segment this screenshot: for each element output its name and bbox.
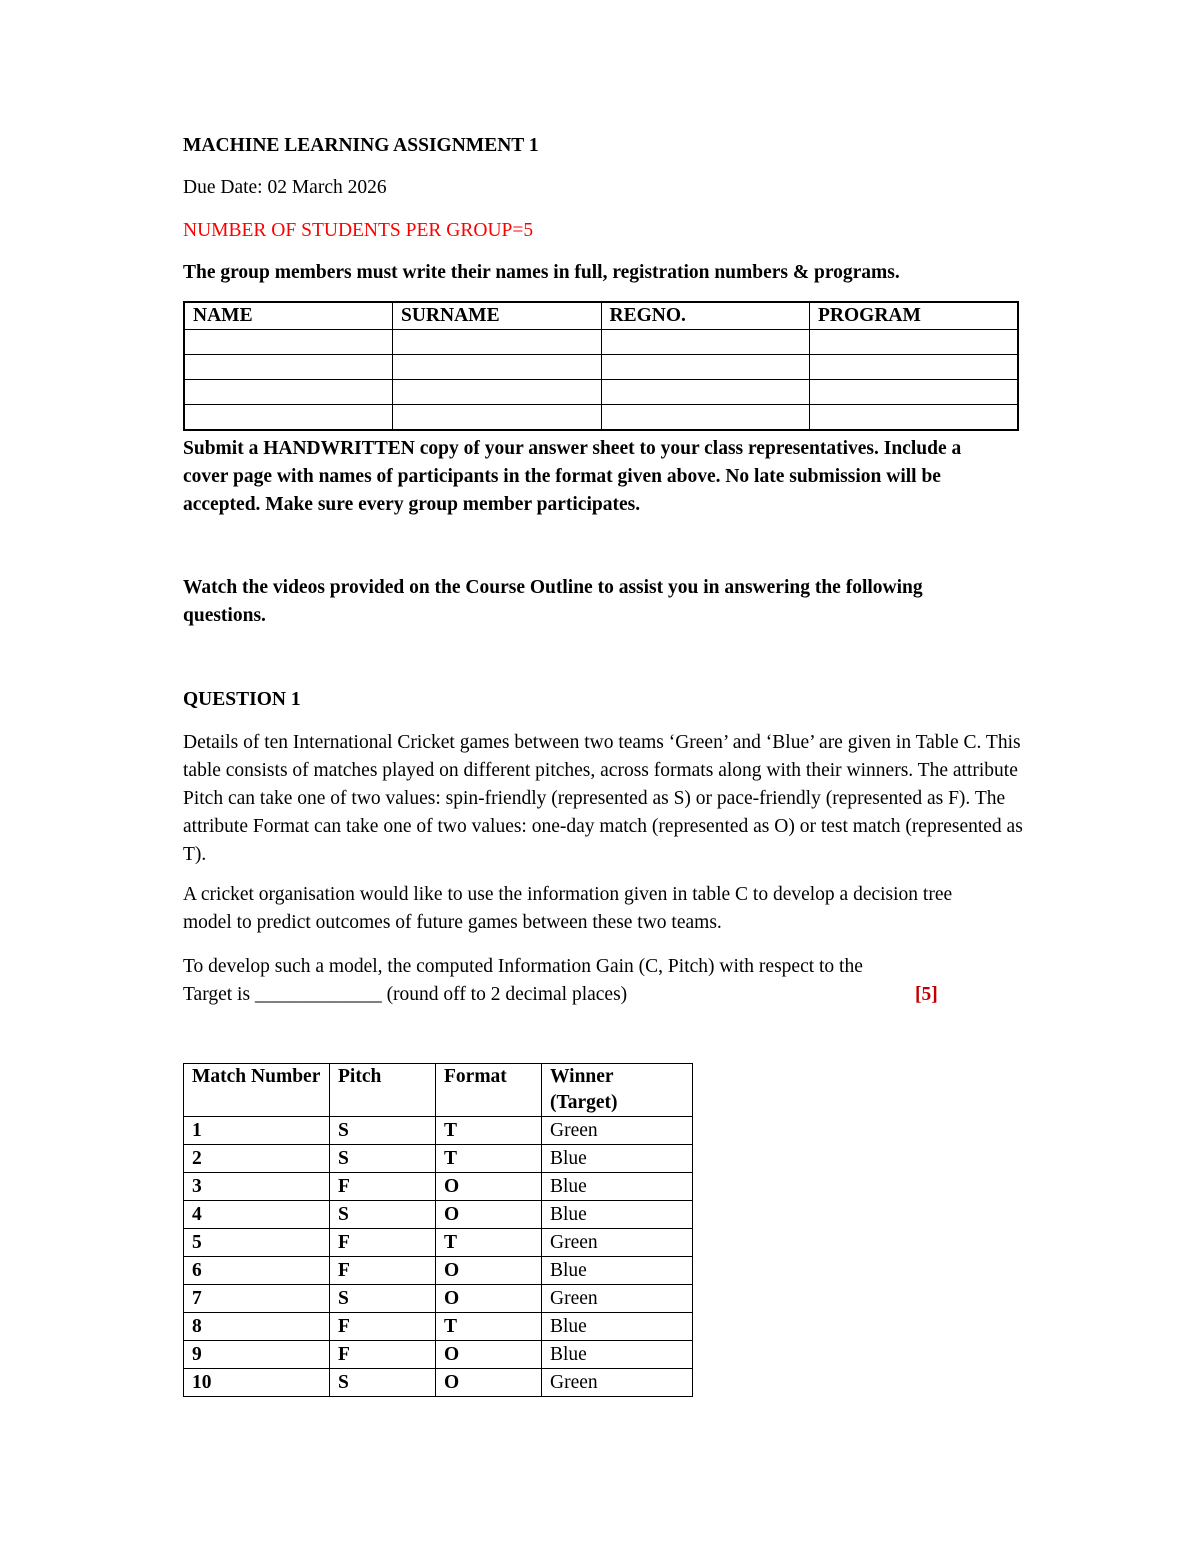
- empty-cell: [810, 405, 1019, 431]
- empty-cell: [601, 330, 810, 355]
- header-format: Format: [436, 1064, 542, 1117]
- members-empty-row: [184, 380, 1018, 405]
- question-paragraph-3-suffix: (round off to 2 decimal places): [381, 984, 628, 1005]
- match-number-cell: 5: [184, 1229, 330, 1257]
- empty-cell: [393, 330, 602, 355]
- empty-cell: [393, 380, 602, 405]
- winner-cell: Blue: [542, 1201, 693, 1229]
- members-instruction: The group members must write their names in full, registration numbers & programs.: [183, 262, 900, 283]
- format-cell: O: [436, 1369, 542, 1397]
- group-size-note: NUMBER OF STUDENTS PER GROUP=5: [183, 220, 534, 241]
- members-table: [183, 301, 1019, 431]
- due-date: Due Date: 02 March 2026: [183, 177, 387, 198]
- empty-cell: [184, 380, 393, 405]
- empty-cell: [810, 355, 1019, 380]
- format-cell: T: [436, 1145, 542, 1173]
- header-surname: SURNAME: [393, 302, 602, 330]
- match-number-cell: 2: [184, 1145, 330, 1173]
- table-row: [184, 1285, 693, 1313]
- empty-cell: [601, 405, 810, 431]
- table-row: [184, 1145, 693, 1173]
- question-paragraph-1: Details of ten International Cricket games between two teams ‘Green’ and ‘Blue’ are given in Table C. This table consists of matches played on different pitches, across formats along with their winners. The attribute Pitch can take one of two values: spin-friendly (represented as S) or pace-friendly (represented as F). The attribute Format can take one of two values: one-day match (represented as O) or test match (represented as T).: [183, 732, 1023, 865]
- format-cell: T: [436, 1313, 542, 1341]
- pitch-cell: F: [330, 1229, 436, 1257]
- table-row: [184, 1313, 693, 1341]
- match-number-cell: 10: [184, 1369, 330, 1397]
- format-cell: O: [436, 1285, 542, 1313]
- match-number-cell: 1: [184, 1117, 330, 1145]
- question-paragraph-3-line1: To develop such a model, the computed Information Gain (C, Pitch) with respect to the: [183, 956, 863, 977]
- empty-cell: [393, 405, 602, 431]
- winner-cell: Blue: [542, 1257, 693, 1285]
- question-paragraph-3-prefix: Target is: [183, 984, 255, 1005]
- header-match-number: Match Number: [184, 1064, 330, 1117]
- question-title: QUESTION 1: [183, 689, 301, 710]
- empty-cell: [184, 405, 393, 431]
- pitch-cell: F: [330, 1341, 436, 1369]
- assignment-title: MACHINE LEARNING ASSIGNMENT 1: [183, 135, 539, 156]
- winner-cell: Green: [542, 1117, 693, 1145]
- header-program: PROGRAM: [810, 302, 1019, 330]
- match-number-cell: 3: [184, 1173, 330, 1201]
- cricket-header-row: [184, 1064, 693, 1117]
- marks-badge: [5]: [915, 984, 938, 1005]
- table-row: [184, 1369, 693, 1397]
- header-regno: REGNO.: [601, 302, 810, 330]
- match-number-cell: 9: [184, 1341, 330, 1369]
- winner-cell: Blue: [542, 1313, 693, 1341]
- header-winner: Winner (Target): [542, 1064, 693, 1117]
- format-cell: T: [436, 1117, 542, 1145]
- members-empty-row: [184, 405, 1018, 431]
- format-cell: O: [436, 1257, 542, 1285]
- table-row: [184, 1229, 693, 1257]
- pitch-cell: S: [330, 1285, 436, 1313]
- header-pitch: Pitch: [330, 1064, 436, 1117]
- members-empty-row: [184, 330, 1018, 355]
- header-name: NAME: [184, 302, 393, 330]
- empty-cell: [810, 330, 1019, 355]
- cricket-table: [183, 1063, 693, 1397]
- match-number-cell: 8: [184, 1313, 330, 1341]
- pitch-cell: S: [330, 1145, 436, 1173]
- table-row: [184, 1257, 693, 1285]
- table-row: [184, 1341, 693, 1369]
- pitch-cell: F: [330, 1313, 436, 1341]
- question-paragraph-3: [183, 953, 983, 1009]
- empty-cell: [184, 330, 393, 355]
- pitch-cell: S: [330, 1117, 436, 1145]
- winner-cell: Green: [542, 1369, 693, 1397]
- match-number-cell: 4: [184, 1201, 330, 1229]
- winner-cell: Blue: [542, 1145, 693, 1173]
- videos-note: Watch the videos provided on the Course Outline to assist you in answering the following questions.: [183, 577, 923, 626]
- format-cell: T: [436, 1229, 542, 1257]
- winner-cell: Blue: [542, 1341, 693, 1369]
- members-header-row: [184, 302, 1018, 330]
- format-cell: O: [436, 1201, 542, 1229]
- empty-cell: [601, 380, 810, 405]
- submission-note: Submit a HANDWRITTEN copy of your answer sheet to your class representatives. Include a cover page with names of participants in the format given above. No late submission will be accepted. Make sure every group member participates.: [183, 438, 962, 515]
- pitch-cell: F: [330, 1173, 436, 1201]
- pitch-cell: S: [330, 1369, 436, 1397]
- question-paragraph-2: A cricket organisation would like to use the information given in table C to develop a decision tree model to predict outcomes of future games between these two teams.: [183, 884, 953, 933]
- winner-cell: Green: [542, 1229, 693, 1257]
- members-empty-row: [184, 355, 1018, 380]
- empty-cell: [393, 355, 602, 380]
- pitch-cell: S: [330, 1201, 436, 1229]
- format-cell: O: [436, 1341, 542, 1369]
- empty-cell: [810, 380, 1019, 405]
- table-row: [184, 1117, 693, 1145]
- match-number-cell: 7: [184, 1285, 330, 1313]
- empty-cell: [601, 355, 810, 380]
- winner-cell: Green: [542, 1285, 693, 1313]
- winner-cell: Blue: [542, 1173, 693, 1201]
- answer-blank: _____________: [254, 984, 382, 1005]
- empty-cell: [184, 355, 393, 380]
- table-row: [184, 1173, 693, 1201]
- format-cell: O: [436, 1173, 542, 1201]
- table-row: [184, 1201, 693, 1229]
- match-number-cell: 6: [184, 1257, 330, 1285]
- pitch-cell: F: [330, 1257, 436, 1285]
